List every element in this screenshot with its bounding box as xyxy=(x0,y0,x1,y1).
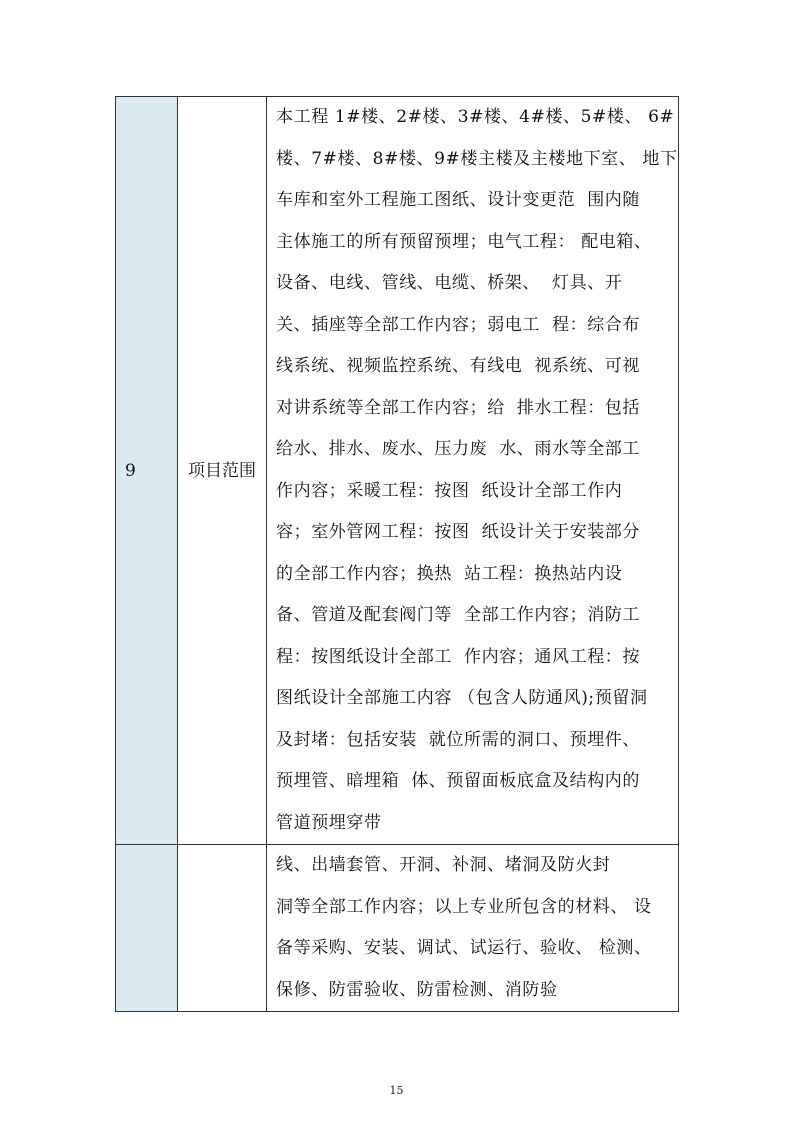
row-number-cell xyxy=(116,97,178,845)
content-cell xyxy=(267,845,679,1012)
item-name-cell xyxy=(178,97,267,845)
content-line: 程：按图纸设计全部工 作内容；通风工程：按 xyxy=(276,646,641,667)
scope-table xyxy=(115,96,679,1012)
content-text xyxy=(276,97,678,844)
content-line: 楼、7#楼、8#楼、9#楼主楼及主楼地下室、 地下 xyxy=(276,148,678,169)
content-line: 关、插座等全部工作内容；弱电工 程：综合布 xyxy=(276,314,641,335)
content-line: 管道预埋穿带 xyxy=(276,812,382,833)
content-cell xyxy=(267,97,679,845)
content-line: 给水、排水、废水、压力废 水、雨水等全部工 xyxy=(276,439,641,459)
content-line: 及封堵：包括安装 就位所需的洞口、预埋件、 xyxy=(276,729,641,750)
content-line: 本工程 1#楼、2#楼、3#楼、4#楼、5#楼、 6# xyxy=(276,107,675,127)
content-line: 图纸设计全部施工内容 （包含人防通风);预留洞 xyxy=(276,688,648,708)
content-line: 对讲系统等全部工作内容；给 排水工程：包括 xyxy=(276,397,641,418)
content-line: 保修、防雷验收、防雷检测、消防验 xyxy=(276,979,558,1000)
content-line: 预埋管、暗埋箱 体、预留面板底盒及结构内的 xyxy=(276,771,641,791)
content-line: 洞等全部工作内容；以上专业所包含的材料、 设 xyxy=(276,896,652,917)
content-line: 容；室外管网工程：按图 纸设计关于安装部分 xyxy=(276,522,641,542)
content-line: 作内容；采暖工程：按图 纸设计全部工作内 xyxy=(276,480,623,501)
content-text xyxy=(276,845,672,1011)
table-row xyxy=(116,845,679,1012)
content-line: 设备、电线、管线、电缆、桥架、 灯具、开 xyxy=(276,273,623,293)
table-row xyxy=(116,97,679,845)
row-number: 9 xyxy=(125,460,136,481)
item-name: 项目范围 xyxy=(188,460,256,481)
row-number-cell xyxy=(116,845,178,1012)
page-number: 15 xyxy=(389,1084,404,1097)
content-line: 主体施工的所有预留预埋；电气工程： 配电箱、 xyxy=(276,231,652,252)
content-line: 备等采购、安装、调试、试运行、验收、 检测、 xyxy=(276,938,652,958)
content-line: 的全部工作内容；换热 站工程：换热站内设 xyxy=(276,563,623,584)
item-name-cell xyxy=(178,845,267,1012)
content-line: 线、出墙套管、开洞、补洞、堵洞及防火封 xyxy=(276,855,611,875)
content-line: 备、管道及配套阀门等 全部工作内容；消防工 xyxy=(276,605,641,625)
content-line: 车库和室外工程施工图纸、设计变更范 围内随 xyxy=(276,190,641,210)
content-line: 线系统、视频监控系统、有线电 视系统、可视 xyxy=(276,356,641,376)
